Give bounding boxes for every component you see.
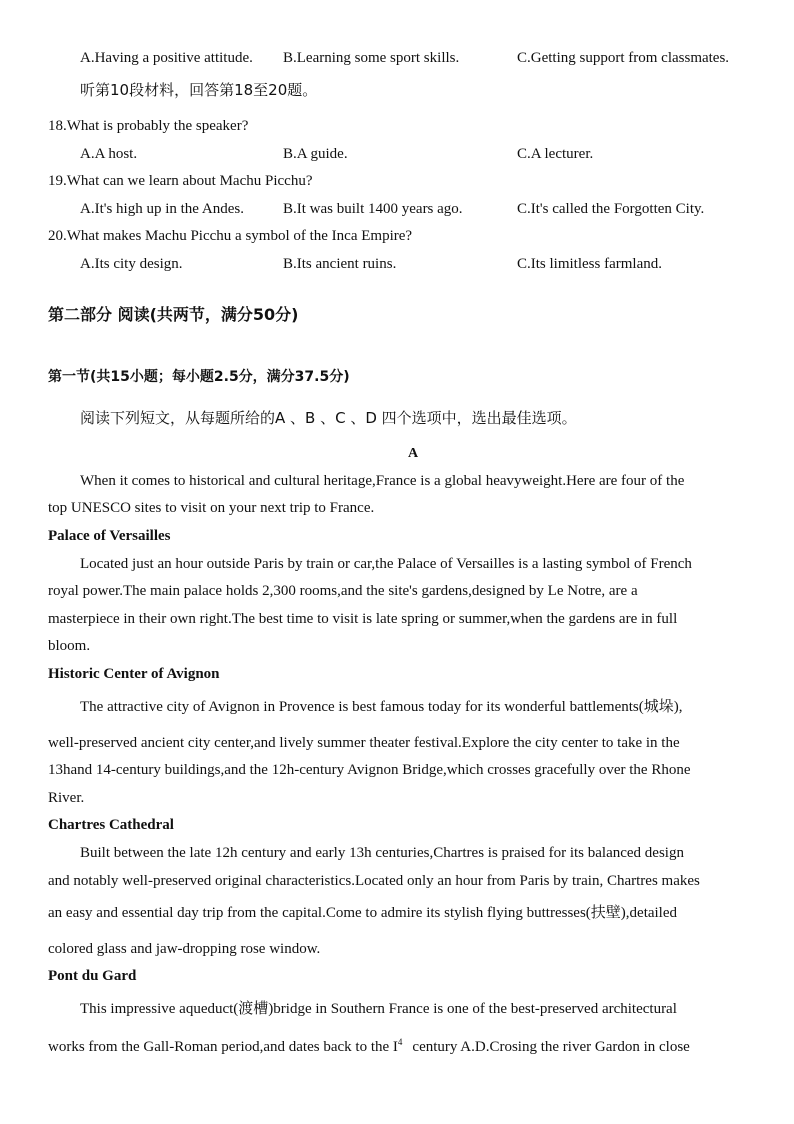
intro-line-1: When it comes to historical and cultural heritage,France is a global heavyweight.Here are four of the bbox=[80, 473, 685, 489]
avignon-line-3: 13hand 14-century buildings,and the 12h-century Avignon Bridge,which crosses gracefully over the Rhone bbox=[48, 762, 691, 778]
pont-du-gard-heading: Pont du Gard bbox=[48, 968, 137, 984]
q20-stem: 20.What makes Machu Picchu a symbol of the Inca Empire? bbox=[48, 228, 413, 244]
pont-du-gard-superscript: 4 bbox=[397, 1037, 403, 1047]
q17-option-c: C.Getting support from classmates. bbox=[517, 50, 730, 66]
passage10-instruction: 听第10段材料，回答第18至20题。 bbox=[80, 81, 318, 99]
pont-du-gard-line-2 bbox=[48, 1037, 690, 1057]
q18-option-b: B.A guide. bbox=[283, 146, 348, 162]
pont-du-gard-line-1: This impressive aqueduct(渡槽)bridge in Southern France is one of the best-preserved architectural bbox=[80, 1001, 677, 1017]
q18-stem: 18.What is probably the speaker? bbox=[48, 118, 249, 134]
part-title: 第二部分 阅读(共两节，满分50分) bbox=[48, 305, 299, 324]
versailles-line-1: Located just an hour outside Paris by train or car,the Palace of Versailles is a lasting symbol of French bbox=[80, 556, 692, 572]
reading-instruction: 阅读下列短文，从每题所给的A 、B 、C 、D 四个选项中，选出最佳选项。 bbox=[80, 409, 577, 427]
q20-option-a: A.Its city design. bbox=[80, 256, 183, 272]
chartres-line-2: and notably well-preserved original characteristics.Located only an hour from Paris by train, Chartres makes bbox=[48, 873, 700, 889]
versailles-line-2: royal power.The main palace holds 2,300 rooms,and the site's gardens,designed by Le Notre, are a bbox=[48, 583, 638, 599]
q19-option-b: B.It was built 1400 years ago. bbox=[283, 201, 463, 217]
q18-option-c: C.A lecturer. bbox=[517, 146, 594, 162]
q17-option-b: B.Learning some sport skills. bbox=[283, 50, 460, 66]
chartres-heading: Chartres Cathedral bbox=[48, 817, 174, 833]
avignon-line-4: River. bbox=[48, 790, 85, 806]
chartres-line-4: colored glass and jaw-dropping rose window. bbox=[48, 941, 321, 957]
q20-option-c: C.Its limitless farmland. bbox=[517, 256, 662, 272]
section-title: 第一节(共15小题；每小题2.5分，满分37.5分) bbox=[48, 369, 350, 385]
q18-option-a: A.A host. bbox=[80, 146, 138, 162]
q19-stem: 19.What can we learn about Machu Picchu? bbox=[48, 173, 313, 189]
versailles-line-3: masterpiece in their own right.The best time to visit is late spring or summer,when the gardens are in full bbox=[48, 611, 678, 627]
q19-option-a: A.It's high up in the Andes. bbox=[80, 201, 244, 217]
intro-line-2: top UNESCO sites to visit on your next trip to France. bbox=[48, 500, 375, 516]
avignon-line-1: The attractive city of Avignon in Provence is best famous today for its wonderful battlements(城垛), bbox=[80, 699, 683, 715]
avignon-line-2: well-preserved ancient city center,and lively summer theater festival.Explore the city center to take in the bbox=[48, 735, 680, 751]
versailles-line-4: bloom. bbox=[48, 638, 91, 654]
q19-option-c: C.It's called the Forgotten City. bbox=[517, 201, 705, 217]
pont-du-gard-line-2-tail: century A.D.Crosing the river Gardon in close bbox=[412, 1039, 690, 1055]
passage-label: A bbox=[407, 446, 419, 461]
chartres-line-1: Built between the late 12h century and early 13h centuries,Chartres is praised for its balanced design bbox=[80, 845, 684, 861]
avignon-heading: Historic Center of Avignon bbox=[48, 666, 220, 682]
chartres-line-3: an easy and essential day trip from the capital.Come to admire its stylish flying buttresses(扶壁),detailed bbox=[48, 905, 678, 921]
versailles-heading: Palace of Versailles bbox=[48, 528, 171, 544]
pont-du-gard-line-2-text: works from the Gall-Roman period,and dates back to the I bbox=[48, 1039, 398, 1055]
q17-option-a: A.Having a positive attitude. bbox=[80, 50, 253, 66]
q20-option-b: B.Its ancient ruins. bbox=[283, 256, 397, 272]
